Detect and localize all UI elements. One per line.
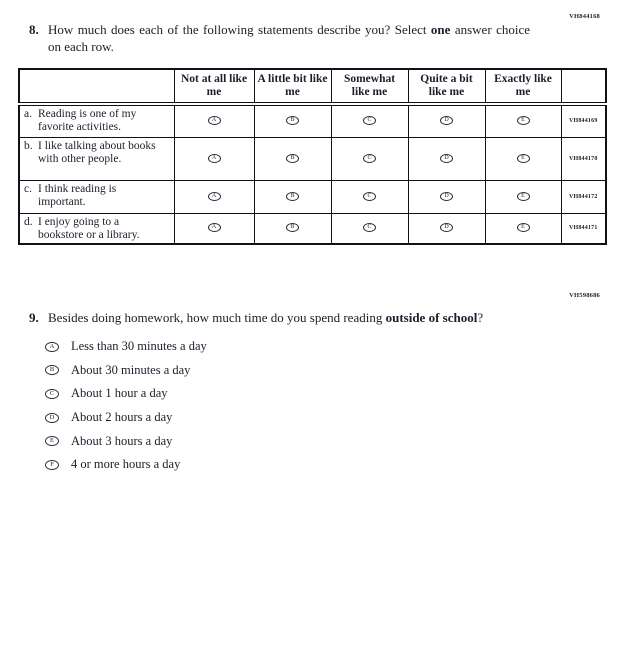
answer-bubble-d[interactable]: D	[440, 116, 453, 125]
table-row-a	[19, 104, 606, 137]
statement-column-header	[19, 69, 174, 104]
table-row-d	[19, 213, 606, 244]
answer-bubble-c[interactable]: C	[363, 154, 376, 163]
q9-accession-code: VH598686	[569, 292, 600, 299]
answer-bubble-a[interactable]: A	[45, 342, 59, 352]
column-header-not-at-all: Not at all like me	[174, 69, 254, 104]
statement-cell	[19, 213, 174, 244]
answer-bubble-b[interactable]: B	[286, 192, 299, 201]
answer-bubble-e[interactable]: E	[517, 192, 530, 201]
column-header-quite-a-bit: Quite a bit like me	[408, 69, 485, 104]
q9-option-about-2-hours[interactable]	[45, 406, 207, 430]
question9-text-part2: ?	[477, 310, 484, 325]
question8-prompt	[29, 22, 530, 55]
q9-option-4-or-more-hours[interactable]	[45, 453, 207, 477]
column-header-somewhat: Somewhat like me	[331, 69, 408, 104]
answer-bubble-c[interactable]: C	[363, 116, 376, 125]
answer-bubble-e[interactable]: E	[517, 154, 530, 163]
q9-option-less-than-30[interactable]	[45, 335, 207, 359]
answer-bubble-e[interactable]: E	[517, 116, 530, 125]
statement-text: Reading is one of my favorite activities.	[38, 108, 137, 133]
q8-matrix-table	[18, 68, 607, 245]
row-letter: a.	[24, 108, 32, 120]
question9-text-part1: Besides doing homework, how much time do you spend reading	[48, 310, 386, 325]
answer-bubble-e[interactable]: E	[45, 436, 59, 446]
option-label: About 1 hour a day	[71, 386, 168, 401]
answer-bubble-d[interactable]: D	[440, 223, 453, 232]
statement-cell	[19, 137, 174, 180]
answer-bubble-a[interactable]: A	[208, 223, 221, 232]
row-letter: c.	[24, 182, 32, 195]
table-row-b	[19, 137, 606, 180]
question8-text-bold: one	[430, 22, 451, 37]
q8-accession-code: VH844168	[569, 13, 600, 20]
row-accession-code: VH844169	[561, 104, 606, 137]
q9-options-list	[45, 335, 207, 477]
answer-bubble-c[interactable]: C	[45, 389, 59, 399]
statement-cell	[19, 104, 174, 137]
answer-bubble-e[interactable]: E	[517, 223, 530, 232]
option-label: About 3 hours a day	[71, 433, 173, 448]
answer-bubble-b[interactable]: B	[45, 365, 59, 375]
q9-option-about-30-min[interactable]	[45, 359, 207, 383]
answer-bubble-b[interactable]: B	[286, 116, 299, 125]
question8-number: 8.	[29, 22, 39, 37]
column-header-a-little-bit: A little bit like me	[254, 69, 331, 104]
question9-text-bold: outside of school	[385, 310, 478, 325]
answer-bubble-a[interactable]: A	[208, 154, 221, 163]
q9-option-about-1-hour[interactable]	[45, 382, 207, 406]
answer-bubble-c[interactable]: C	[363, 223, 376, 232]
answer-bubble-d[interactable]: D	[440, 154, 453, 163]
statement-text: I like talking about books with other people.	[38, 139, 156, 165]
question9-text	[48, 310, 483, 327]
question8-text-part2: answer choice on each row.	[48, 22, 531, 54]
answer-bubble-c[interactable]: C	[363, 192, 376, 201]
option-label: About 2 hours a day	[71, 410, 173, 425]
answer-bubble-b[interactable]: B	[286, 223, 299, 232]
table-row-c	[19, 180, 606, 213]
answer-bubble-a[interactable]: A	[208, 116, 221, 125]
question8-text	[48, 22, 530, 55]
answer-bubble-d[interactable]: D	[440, 192, 453, 201]
row-accession-code: VH844170	[561, 137, 606, 180]
answer-bubble-b[interactable]: B	[286, 154, 299, 163]
question9-prompt	[29, 310, 483, 327]
answer-bubble-d[interactable]: D	[45, 413, 59, 423]
question9-number: 9.	[29, 310, 39, 325]
statement-text: I enjoy going to a bookstore or a library.	[38, 215, 140, 241]
matrix-header-row	[19, 69, 606, 104]
statement-cell	[19, 180, 174, 213]
row-letter: d.	[24, 215, 33, 228]
option-label: About 30 minutes a day	[71, 362, 191, 377]
row-accession-code: VH844171	[561, 213, 606, 244]
id-column-header	[561, 69, 606, 104]
row-letter: b.	[24, 139, 33, 152]
question8-text-part1: How much does each of the following statements describe you? Select	[48, 22, 431, 37]
answer-bubble-f[interactable]: F	[45, 460, 59, 470]
statement-text: I think reading is important.	[38, 182, 117, 208]
answer-bubble-a[interactable]: A	[208, 192, 221, 201]
option-label: 4 or more hours a day	[71, 457, 181, 472]
option-label: Less than 30 minutes a day	[71, 339, 207, 354]
column-header-exactly-like-me: Exactly like me	[485, 69, 561, 104]
q9-option-about-3-hours[interactable]	[45, 429, 207, 453]
row-accession-code: VH844172	[561, 180, 606, 213]
